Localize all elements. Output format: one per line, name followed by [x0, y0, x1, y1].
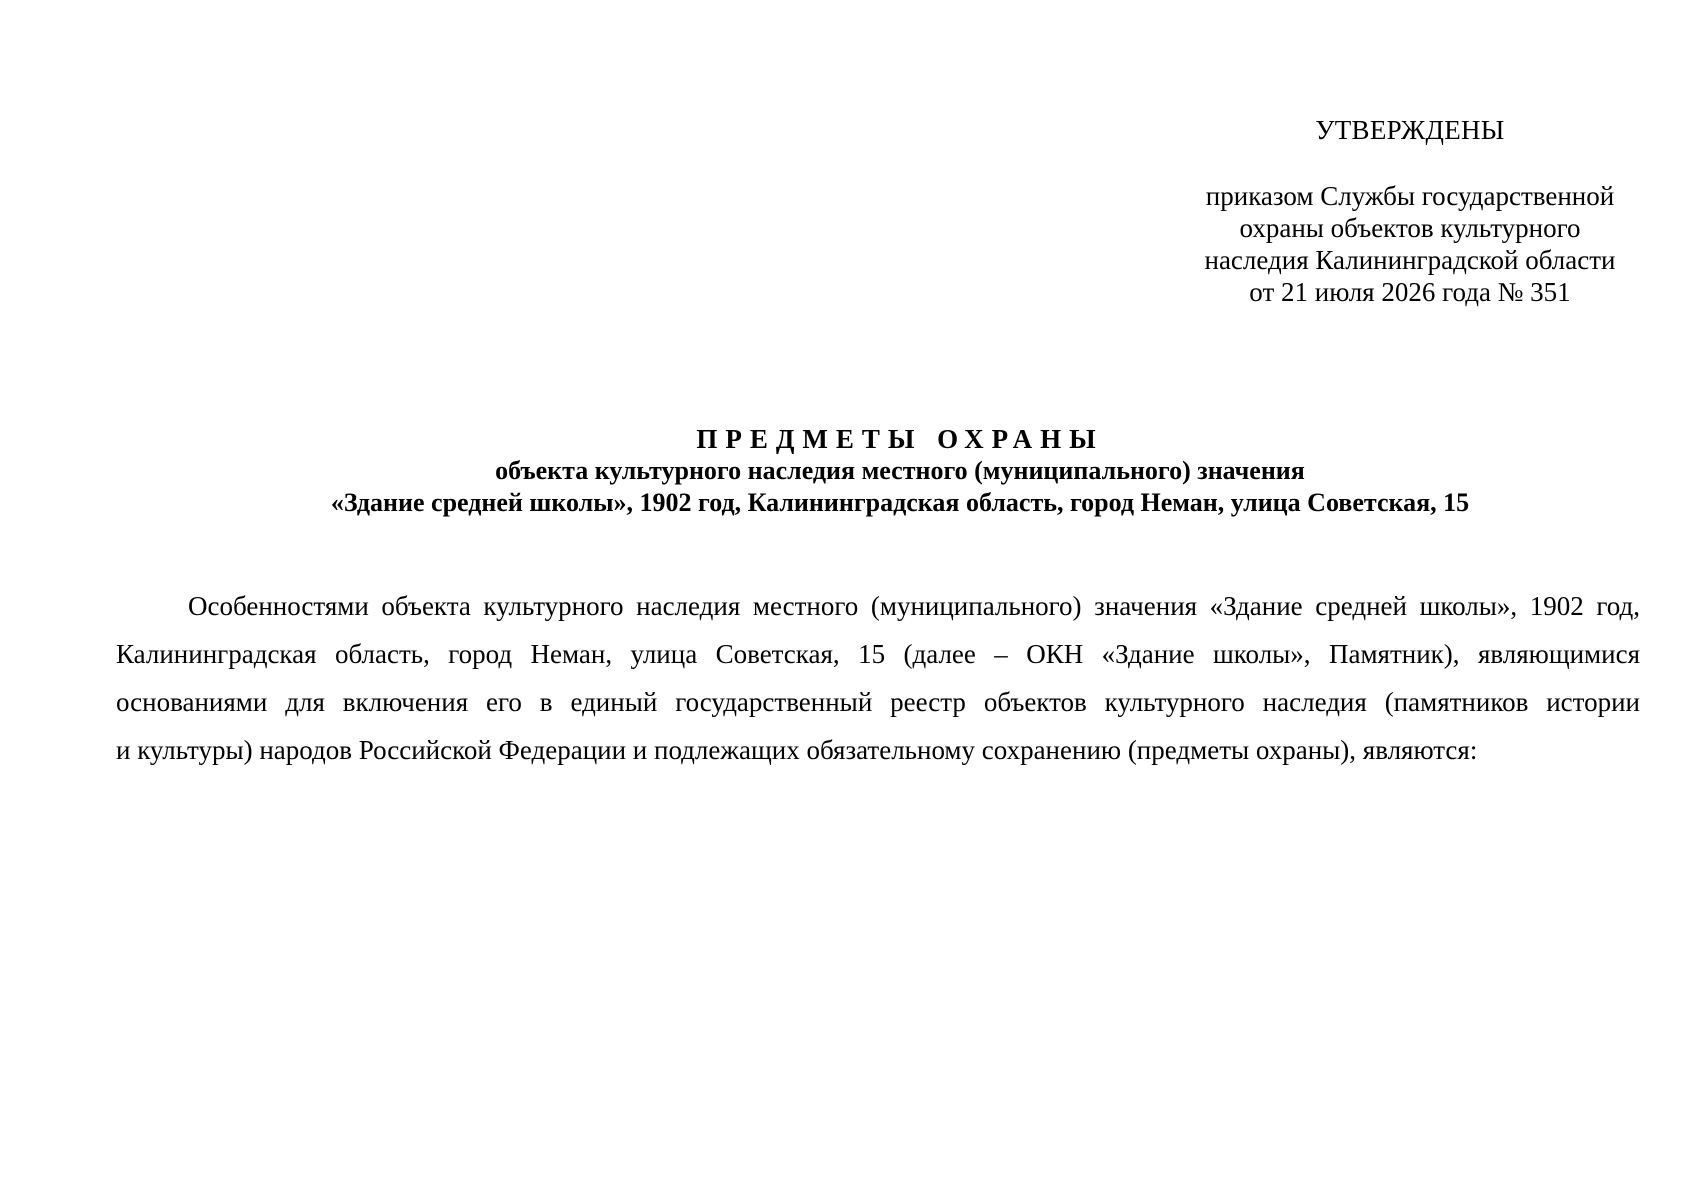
- approval-line: охраны объектов культурного: [1239, 213, 1581, 243]
- approval-date-line: от 21 июля 2026 года № 351: [1249, 277, 1571, 307]
- body-line: и культуры) народов Российской Федерации и подлежащих обязательному сохранению (предметы охраны), являются:: [116, 735, 1478, 765]
- approval-block: [1180, 180, 1640, 308]
- body-line: основаниями для включения его в единый государственный реестр объектов культурного наследия (памятников истории: [116, 687, 1640, 717]
- approval-heading: УТВЕРЖДЕНЫ: [1315, 115, 1505, 145]
- approval-line: приказом Службы государственной: [1205, 181, 1615, 211]
- document-subtitle-line: объекта культурного наследия местного (муниципального) значения: [495, 456, 1305, 485]
- document-title-block: [150, 423, 1650, 519]
- approval-line: наследия Калининградской области: [1204, 245, 1616, 275]
- body-line: Калининградская область, город Неман, улица Советская, 15 (далее – ОКН «Здание школы», Памятник), являющимися: [116, 639, 1640, 669]
- body-line: Особенностями объекта культурного наследия местного (муниципального) значения «Здание средней школы», 1902 год,: [188, 591, 1640, 621]
- document-title: ПРЕДМЕТЫ ОХРАНЫ: [696, 424, 1104, 454]
- document-subtitle-line: «Здание средней школы», 1902 год, Калининградская область, город Неман, улица Советская, 15: [330, 488, 1470, 517]
- body-paragraph: [116, 582, 1640, 774]
